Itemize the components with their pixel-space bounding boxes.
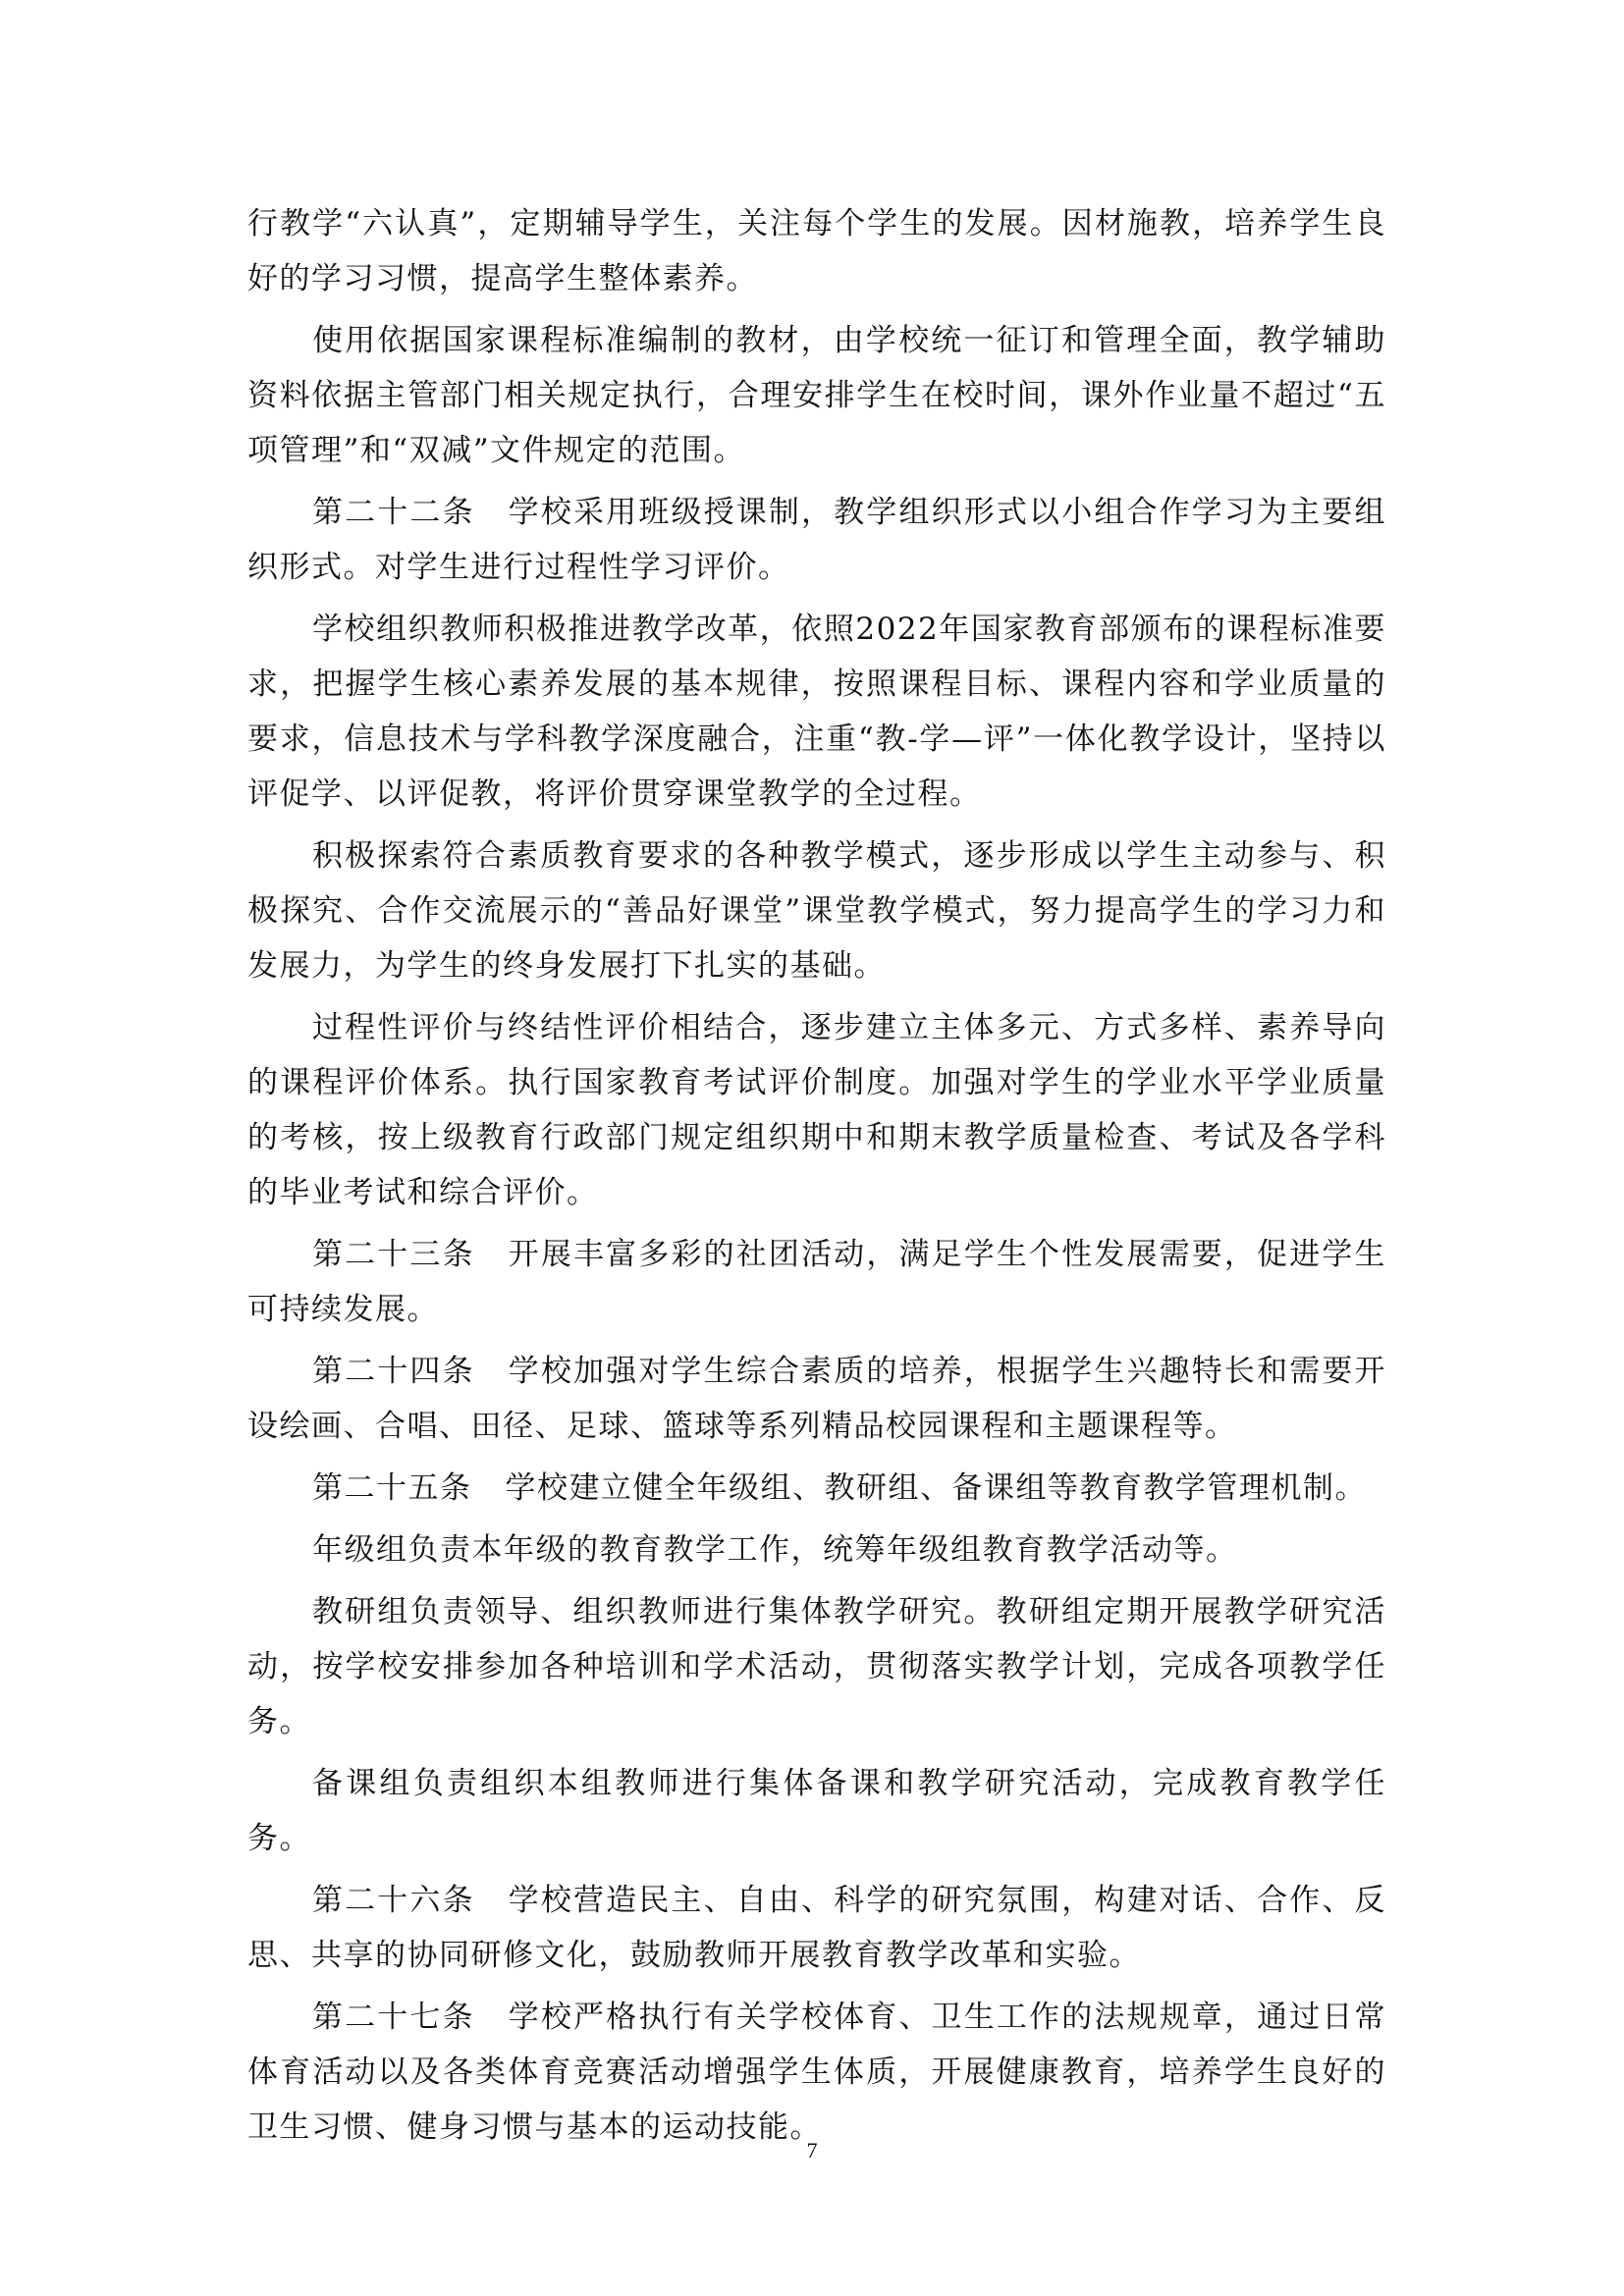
article-paragraph xyxy=(247,1461,1386,1516)
paragraph: 过程性评价与终结性评价相结合，逐步建立主体多元、方式多样、素养导向的课程评价体系。执行国家教育考试评价制度。加强对学生的学业水平学业质量的考核，按上级教育行政部门规定组织期中和期末教学质量检查、考试及各学科的毕业考试和综合评价。 xyxy=(247,1010,1386,1210)
article-number: 第二十四条 xyxy=(312,1354,475,1389)
article-number: 第二十七条 xyxy=(312,2000,475,2035)
paragraph: 学校组织教师积极推进教学改革，依照2022年国家教育部颁布的课程标准要求，把握学生核心素养发展的基本规律，按照课程目标、课程内容和学业质量的要求，信息技术与学科教学深度融合，注重“教-学—评”一体化教学设计，坚持以评促学、以评促教，将评价贯穿课堂教学的全过程。 xyxy=(247,612,1386,812)
article-paragraph xyxy=(247,1873,1386,1983)
article-text: 学校建立健全年级组、教研组、备课组等教育教学管理机制。 xyxy=(505,1470,1367,1506)
article-text: 学校加强对学生综合素质的培养，根据学生兴趣特长和需要开设绘画、合唱、田径、足球、篮球等系列精品校园课程和主题课程等。 xyxy=(247,1354,1387,1444)
article-text: 开展丰富多彩的社团活动，满足学生个性发展需要，促进学生可持续发展。 xyxy=(247,1237,1387,1327)
paragraph: 教研组负责领导、组织教师进行集体教学研究。教研组定期开展教学研究活动，按学校安排参加各种培训和学术活动，贯彻落实教学计划，完成各项教学任务。 xyxy=(247,1594,1386,1739)
article-paragraph xyxy=(247,485,1386,595)
article-text: 学校营造民主、自由、科学的研究氛围，构建对话、合作、反思、共享的协同研修文化，鼓励教师开展教育教学改革和实验。 xyxy=(247,1883,1387,1973)
paragraph: 使用依据国家课程标准编制的教材，由学校统一征订和管理全面，教学辅助资料依据主管部门相关规定执行，合理安排学生在校时间，课外作业量不超过“五项管理”和“双减”文件规定的范围。 xyxy=(247,323,1386,468)
article-number: 第二十三条 xyxy=(312,1237,475,1272)
article-paragraph xyxy=(247,1990,1386,2155)
article-text: 学校严格执行有关学校体育、卫生工作的法规规章，通过日常体育活动以及各类体育竞赛活动增强学生体质，开展健康教育，培养学生良好的卫生习惯、健身习惯与基本的运动技能。 xyxy=(247,2000,1387,2145)
body-text xyxy=(247,196,1386,2162)
article-number: 第二十五条 xyxy=(312,1470,472,1506)
paragraph: 年级组负责本年级的教育教学工作，统筹年级组教育教学活动等。 xyxy=(312,1532,1238,1568)
article-paragraph xyxy=(247,1344,1386,1454)
article-number: 第二十二条 xyxy=(312,495,475,530)
paragraph: 备课组负责组织本组教师进行集体备课和教学研究活动，完成教育教学任务。 xyxy=(247,1766,1386,1856)
article-number: 第二十六条 xyxy=(312,1883,475,1918)
paragraph-continuation: 行教学“六认真”，定期辅导学生，关注每个学生的发展。因材施教，培养学生良好的学习习惯，提高学生整体素养。 xyxy=(247,206,1386,296)
article-paragraph xyxy=(247,1227,1386,1337)
page-number: 7 xyxy=(806,2138,818,2163)
article-text: 学校采用班级授课制，教学组织形式以小组合作学习为主要组织形式。对学生进行过程性学习评价。 xyxy=(247,495,1387,585)
paragraph: 积极探索符合素质教育要求的各种教学模式，逐步形成以学生主动参与、积极探究、合作交流展示的“善品好课堂”课堂教学模式，努力提高学生的学习力和发展力，为学生的终身发展打下扎实的基础。 xyxy=(247,838,1386,984)
